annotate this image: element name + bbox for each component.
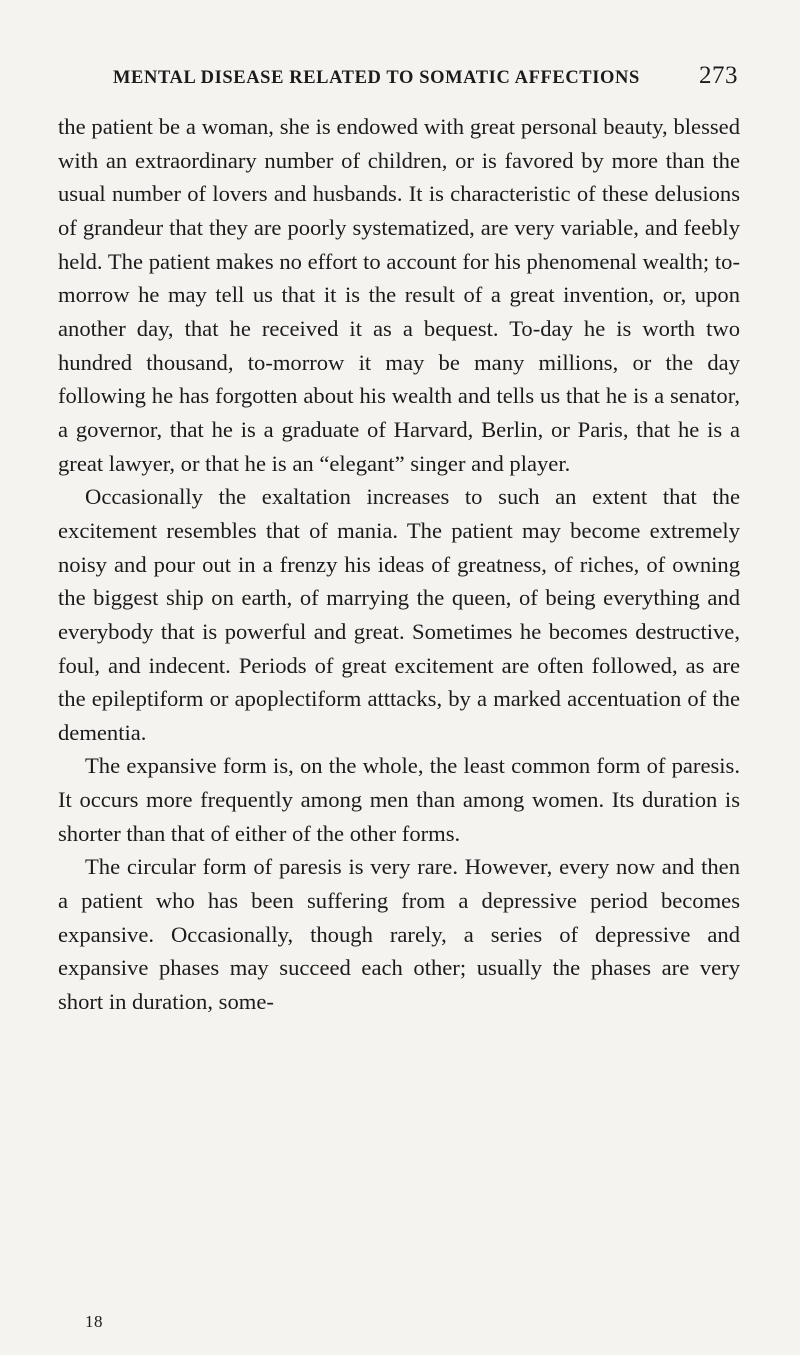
running-title: MENTAL DISEASE RELATED TO SOMATIC AFFECTIONS bbox=[113, 68, 640, 88]
running-head bbox=[113, 62, 738, 90]
signature-mark: 18 bbox=[85, 1312, 103, 1331]
paragraph-continued: the patient be a woman, she is endowed with great personal beauty, blessed with an extraordinary number of children, or is favored by more than the usual number of lovers and husbands. It is characteristic of these delusions of grandeur that they are poorly systematized, are very variable, and feebly held. The patient makes no effort to account for his phenomenal wealth; to-morrow he may tell us that it is the result of a great invention, or, upon another day, that he received it as a bequest. To-day he is worth two hundred thousand, to-morrow it may be many millions, or the day following he has forgotten about his wealth and tells us that he is a senator, a governor, that he is a graduate of Harvard, Berlin, or Paris, that he is a great lawyer, or that he is an “elegant” singer and player. bbox=[58, 114, 740, 476]
paragraph: The circular form of paresis is very rare. However, every now and then a patient who has been suffering from a depressive period becomes expansive. Occasionally, though rarely, a series of depressive and expansive phases may succeed each other; usually the phases are very short in duration, some- bbox=[58, 854, 740, 1015]
page-number: 273 bbox=[699, 62, 738, 89]
body-text bbox=[58, 110, 740, 1019]
paragraph: Occasionally the exaltation increases to such an extent that the excitement resembles that of mania. The patient may become extremely noisy and pour out in a frenzy his ideas of greatness, of riches, of owning the biggest ship on earth, of marrying the queen, of being everything and everybody that is powerful and great. Sometimes he becomes destructive, foul, and indecent. Periods of great excitement are often followed, as are the epileptiform or apoplectiform atttacks, by a marked accentuation of the dementia. bbox=[58, 484, 740, 745]
paragraph: The expansive form is, on the whole, the least common form of paresis. It occurs more frequently among men than among women. Its duration is shorter than that of either of the other forms. bbox=[58, 753, 740, 846]
